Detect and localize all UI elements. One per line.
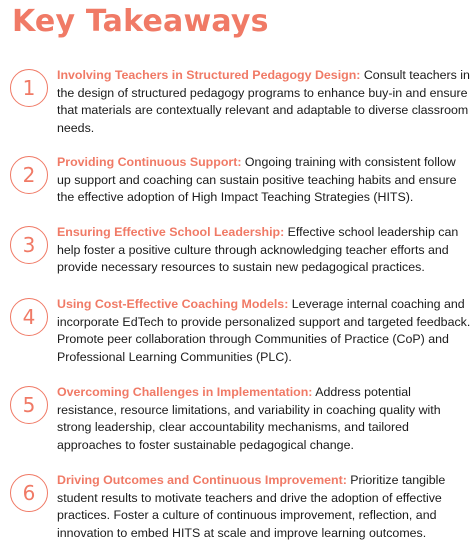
takeaway-text-4	[57, 296, 472, 366]
takeaway-heading-6: Driving Outcomes and Continuous Improvement:	[57, 473, 347, 487]
number-circle-5: 5	[10, 386, 48, 424]
takeaway-body-4: Leverage internal coaching and incorporate EdTech to provide personalized support and targeted feedback. Promote peer collaboration through Communities of Practice (CoP) and Professional Learning Communities (PLC).	[57, 297, 471, 364]
takeaway-heading-3: Ensuring Effective School Leadership:	[57, 225, 285, 239]
takeaway-body-2: Ongoing training with consistent follow up support and coaching can sustain positive teaching habits and ensure the effective adoption of High Impact Teaching Strategies (HITS).	[57, 155, 457, 205]
takeaway-heading-2: Providing Continuous Support:	[57, 155, 242, 169]
takeaway-body-3: Effective school leadership can help foster a positive culture through acknowledging teacher efforts and provide necessary resources to sustain new pedagogical practices.	[57, 225, 459, 275]
takeaway-heading-5: Overcoming Challenges in Implementation:	[57, 385, 313, 399]
takeaway-text-3	[57, 224, 472, 277]
takeaway-heading-1: Involving Teachers in Structured Pedagogy Design:	[57, 68, 361, 82]
takeaway-text-1	[57, 67, 472, 137]
number-circle-1: 1	[10, 69, 48, 107]
page-title: Key Takeaways	[12, 4, 269, 39]
number-circle-4: 4	[10, 298, 48, 336]
takeaway-body-1: Consult teachers in the design of structured pedagogy programs to enhance buy-in and ensure that materials are contextually relevant and adaptable to diverse classroom needs.	[57, 68, 470, 135]
takeaway-text-2	[57, 154, 472, 207]
takeaway-body-5: Address potential resistance, resource limitations, and variability in coaching quality with strong leadership, clear accountability mechanisms, and tailored approaches to foster sustainable pedagogical change.	[57, 385, 441, 452]
takeaway-heading-4: Using Cost-Effective Coaching Models:	[57, 297, 289, 311]
number-circle-3: 3	[10, 226, 48, 264]
number-circle-6: 6	[10, 474, 48, 512]
takeaway-text-5	[57, 384, 472, 454]
number-circle-2: 2	[10, 156, 48, 194]
takeaway-body-6: Prioritize tangible student results to motivate teachers and drive the adoption of effective practices. Foster a culture of continuous improvement, reflection, and innovation to embed HITS at scale and improve learning outcomes.	[57, 473, 446, 540]
takeaway-text-6	[57, 472, 472, 542]
